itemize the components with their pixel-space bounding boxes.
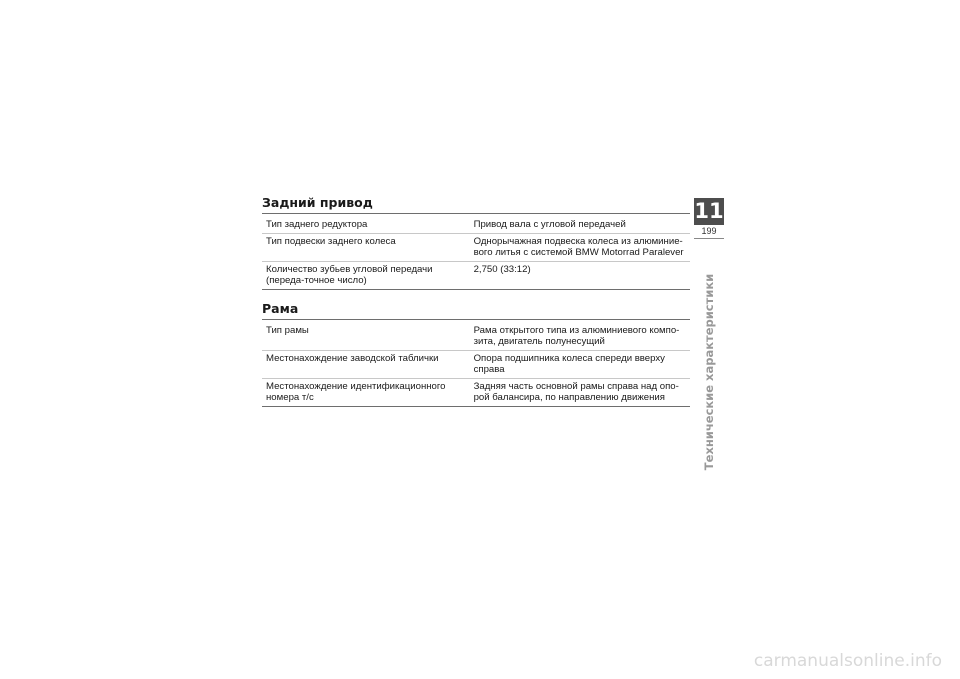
spec-label: Количество зубьев угловой передачи (переда-точное число)	[262, 262, 470, 290]
spec-label: Тип заднего редуктора	[262, 217, 470, 234]
spec-label: Местонахождение идентификационного номера т/с	[262, 379, 470, 407]
spec-value: Опора подшипника колеса спереди вверху справа	[470, 351, 690, 379]
spec-label: Тип подвески заднего колеса	[262, 234, 470, 262]
table-row	[262, 234, 690, 262]
table-row	[262, 262, 690, 290]
table-row	[262, 323, 690, 351]
page-number: 199	[694, 225, 724, 239]
section-title-frame: Рама	[262, 301, 690, 320]
spec-label: Тип рамы	[262, 323, 470, 351]
spec-label: Местонахождение заводской таблички	[262, 351, 470, 379]
page-content	[262, 195, 690, 407]
spec-value: Рама открытого типа из алюминиевого компо-зита, двигатель полунесущий	[470, 323, 690, 351]
rear-drive-table	[262, 217, 690, 290]
spec-value: Однорычажная подвеска колеса из алюминие-вого литья с системой BMW Motorrad Paralever	[470, 234, 690, 262]
spec-value: 2,750 (33:12)	[470, 262, 690, 290]
frame-table	[262, 323, 690, 407]
watermark: carmanualsonline.info	[753, 651, 942, 671]
chapter-number: 11	[694, 199, 724, 223]
table-row	[262, 217, 690, 234]
chapter-badge	[694, 198, 724, 240]
spec-value: Задняя часть основной рамы справа над опо-рой балансира, по направлению движения	[470, 379, 690, 407]
table-row	[262, 379, 690, 407]
section-title-rear-drive: Задний привод	[262, 195, 690, 214]
chapter-side-title: Технические характеристики	[702, 273, 716, 471]
spec-value: Привод вала с угловой передачей	[470, 217, 690, 234]
table-row	[262, 351, 690, 379]
